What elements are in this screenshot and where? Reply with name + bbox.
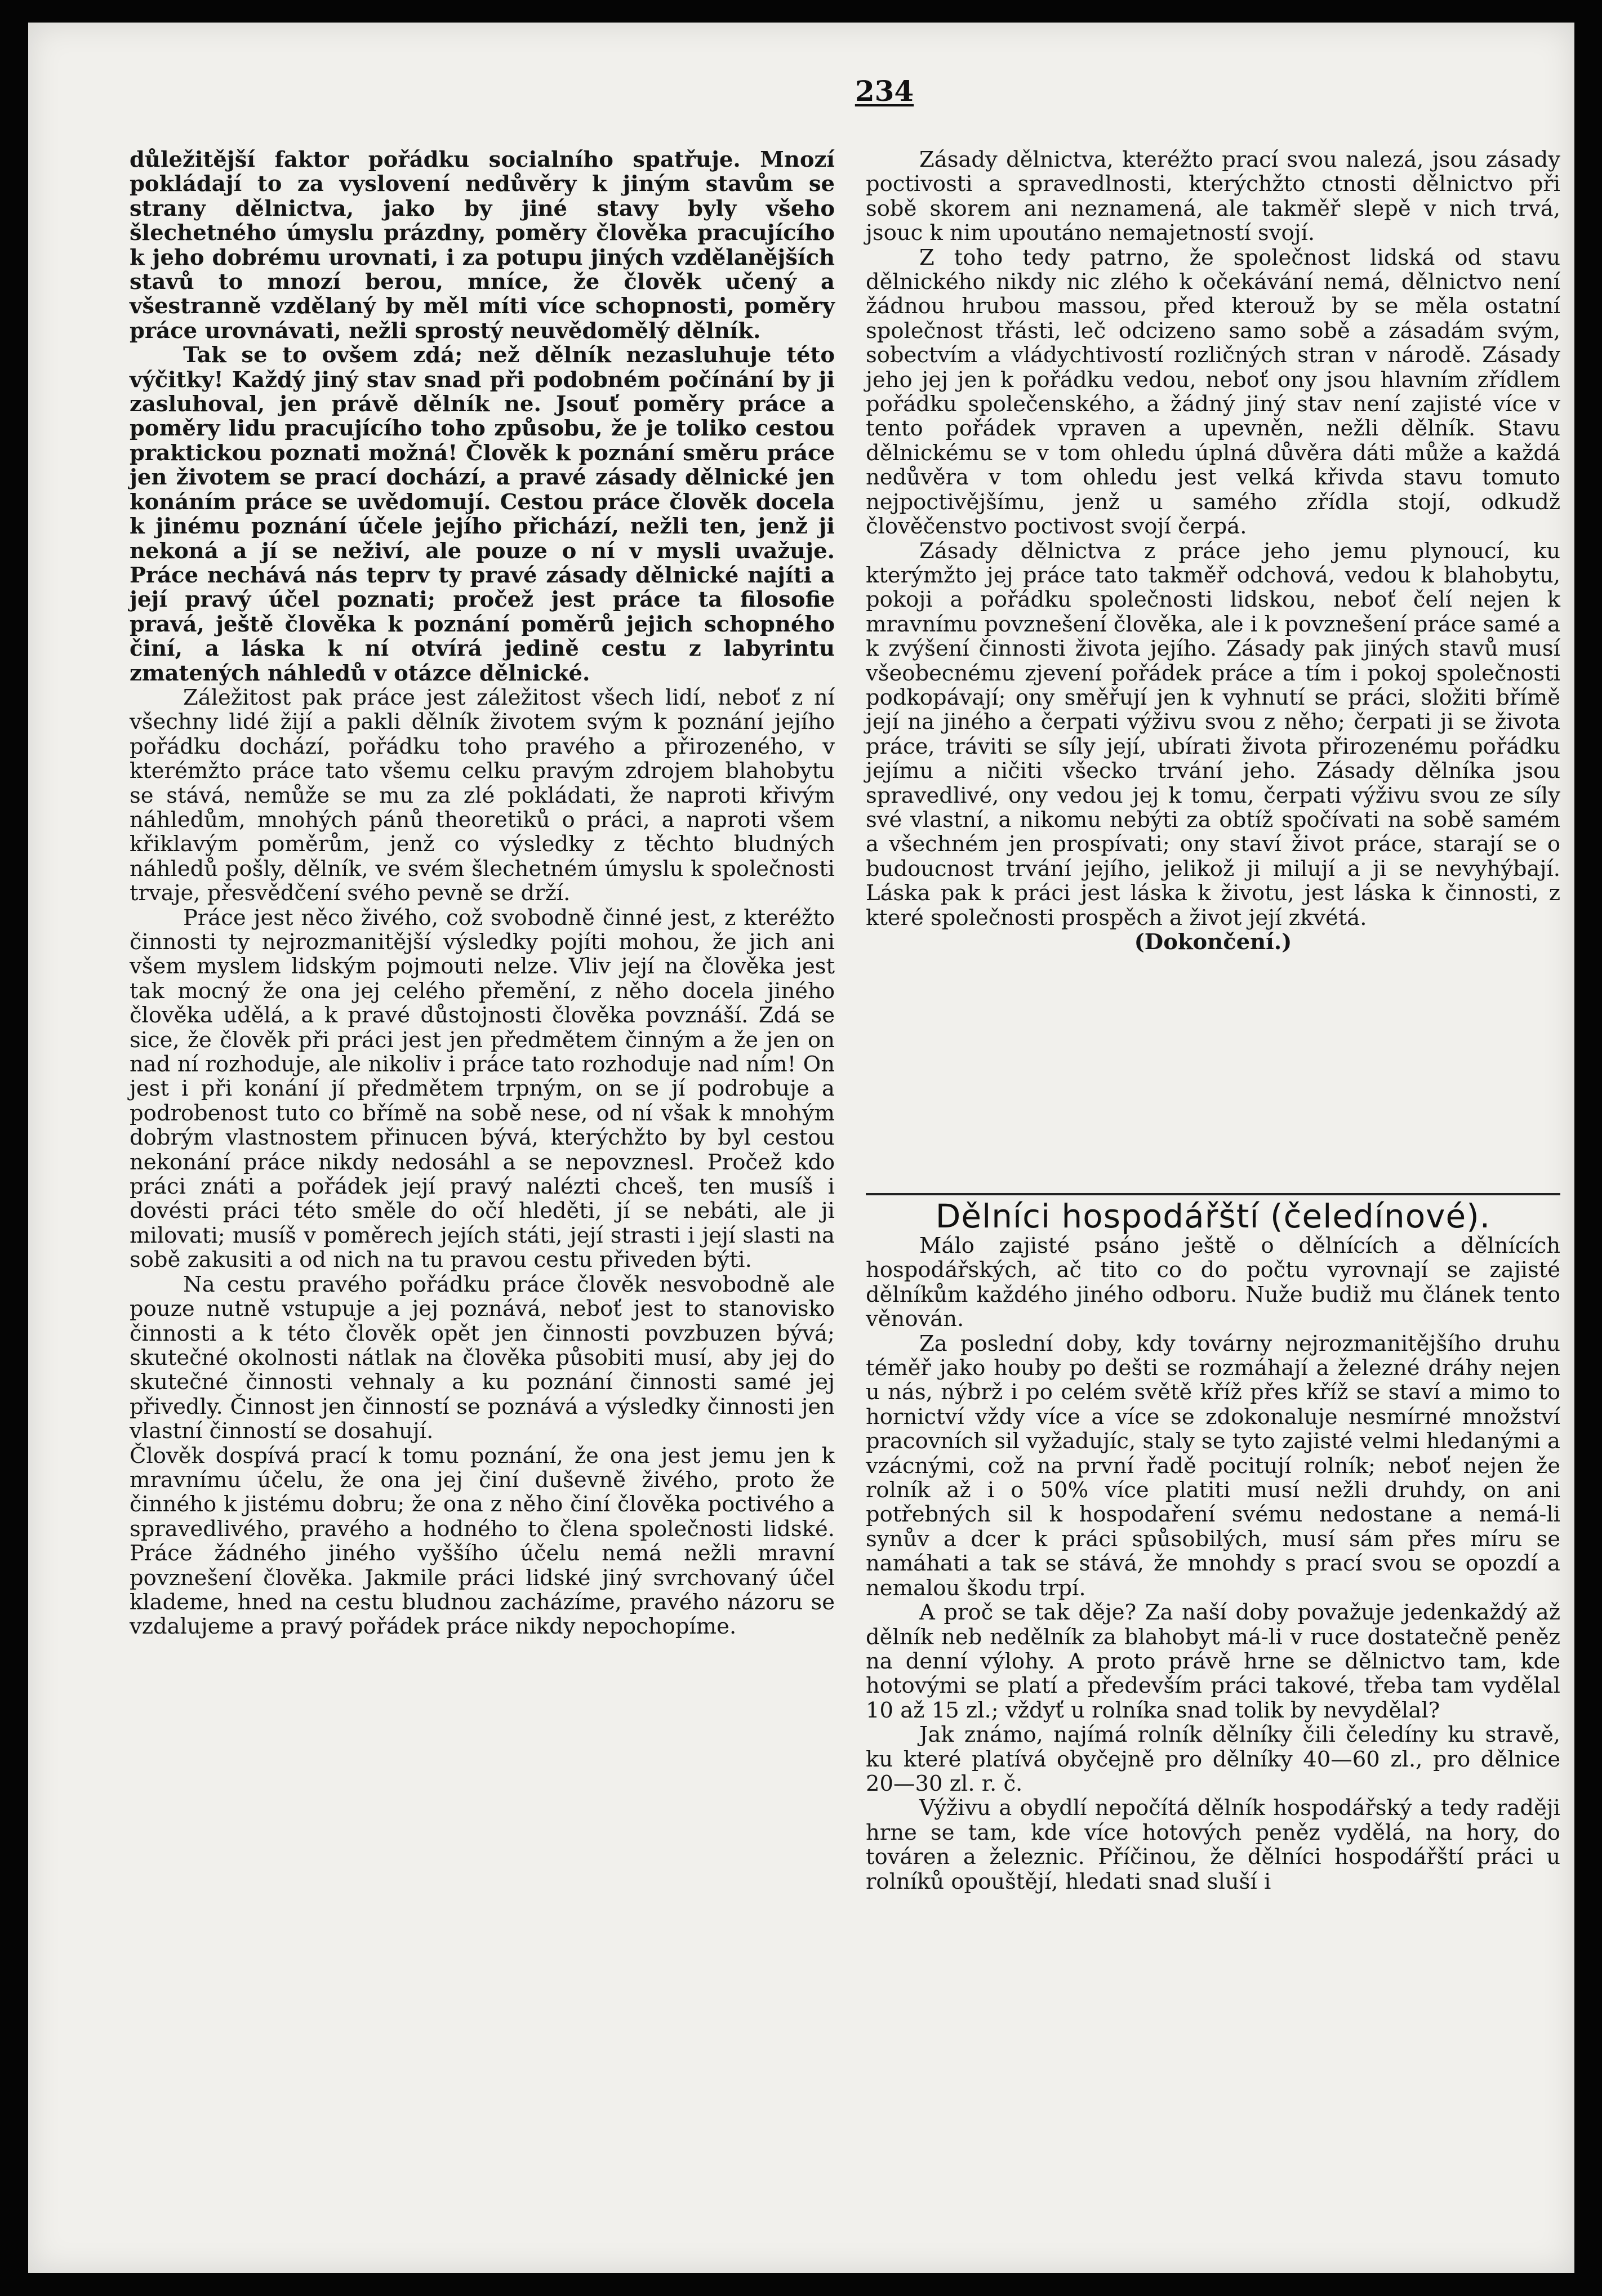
- paragraph: důležitější faktor pořádku socialního spatřuje. Mnozí pokládají to za vyslovení nedůvěry k jiným stavům se strany dělnictva, jako by jiné stavy byly všeho šlechetného úmyslu prázdny, poměry člověka pracujícího k jeho dobrému urovnati, i za potupu jiných vzdělanějších stavů to mnozí berou, mníce, že člověk učený a všestranně vzdělaný by měl míti více schopnosti, poměry práce urovnávati, nežli sprostý neuvědomělý dělník.: [130, 147, 835, 344]
- paragraph: Za poslední doby, kdy továrny nejrozmanitějšího druhu téměř jako houby po dešti se rozmáhají a železné dráhy nejen u nás, nýbrž i po celém světě kříž přes kříž se staví a mimo to hornictví vždy více a více se zdokonaluje nesmírné množství pracovních sil vyžadujíc, staly se tyto zajisté velmi hledanými a vzácnými, což na první řadě pocitují rolník; neboť nejen že rolník až i o 50% více platiti musí nežli druhdy, on ani potřebných sil k hospodaření svému nedostane a nemá-li synův a dcer k práci spůsobilých, musí sám přes míru se namáhati a tak se stává, že mnohdy s prací svou se opozdí a nemalou škodu trpí.: [866, 1331, 1560, 1601]
- paragraph: Zásady dělnictva z práce jeho jemu plynoucí, ku kterýmžto jej práce tato takměř odchová, vedou k blahobytu, pokoji a pořádku společnosti lidskou, neboť čelí nejen k mravnímu povznešení člověka, ale i k povznešení práce samé a k zvýšení činnosti života jejího. Zásady pak jiných stavů musí všeobecnému zjevení pořádek práce a tím i pokoj společnosti podkopávají; ony směřují jen k vyhnutí se práci, složiti břímě její na jiného a čerpati výživu svou z něho; čerpati ji se života práce, tráviti se síly její, ubírati života přirozenému pořádku jejímu a ničiti všecko trvání jeho. Zásady dělníka jsou spravedlivé, ony vedou jej k tomu, čerpati výživu svou ze síly své vlastní, a nikomu nebýti za obtíž spočívati na sobě samém a všechném jen prospívati; ony staví život práce, starají se o budoucnost trvání jejího, jelikož ji milují a ji se nevyhýbají. Láska pak k práci jest láska k životu, jest láska k činnosti, z které společnosti prospěch a život její zkvétá.: [866, 538, 1560, 931]
- paragraph: Tak se to ovšem zdá; než dělník nezasluhuje této výčitky! Každý jiný stav snad při podobném počínání by ji zasluhoval, jen právě dělník ne. Jsouť poměry práce a poměry lidu pracujícího toho způsobu, že je toliko cestou praktickou poznati možná! Člověk k poznání směru práce jen životem se prací dochází, a pravé zásady dělnické jen konáním práce se uvědomují. Cestou práce člověk docela k jinému poznání účele jejího přichází, nežli ten, jenž ji nekoná a jí se neživí, ale pouze o ní v mysli uvažuje. Práce nechává nás teprv ty pravé zásady dělnické najíti a její pravý účel poznati; pročež jest práce ta filosofie pravá, ještě člověka k poznání poměrů jejich schopného činí, a láska k ní otvírá jedině cestu z labyrintu zmatených náhledů v otázce dělnické.: [130, 342, 835, 686]
- paragraph: Zásady dělnictva, kteréžto prací svou nalezá, jsou zásady poctivosti a spravedlnosti, kterýchžto ctnosti dělnictvo při sobě skorem ani neznamená, ale takměř slepě v nich trvá, jsouc k nim upoutáno nemajetností svojí.: [866, 147, 1560, 246]
- paragraph: Práce jest něco živého, což svobodně činné jest, z kteréžto činnosti ty nejrozmanitější výsledky pojíti mohou, že jich ani všem myslem lidským pojmouti nelze. Vliv její na člověka jest tak mocný že ona jej celého přemění, z něho docela jiného člověka udělá, a k pravé důstojnosti člověka povznáší. Zdá se sice, že člověk při práci jest jen předmětem činným a že jen on nad ní rozhoduje, ale nikoliv i práce tato rozhoduje nad ním! On jest i při konání jí předmětem trpným, on se jí podrobuje a podrobenost tuto co břímě na sobě nese, od ní však k mnohým dobrým vlastnostem přinucen bývá, kterýchžto by byl cestou nekonání práce nikdy nedosáhl a se nepovznesl. Pročež kdo práci znáti a pořádek její pravý nalézti chceš, ten musíš i dovésti práci této směle do očí hleděti, jí se nebáti, ale ji milovati; musíš v poměrech jejích státi, její strasti i její slasti na sobě zakusiti a od nich na tu pravou cestu přiveden býti.: [130, 905, 835, 1273]
- conclusion-note: (Dokončení.): [1134, 929, 1292, 955]
- paragraph: Málo zajisté psáno ještě o dělnících a dělnících hospodářských, ač tito co do počtu vyrovnají se zajisté dělníkům každého jiného odboru. Nuže budiž mu článek tento věnován.: [866, 1233, 1560, 1332]
- paragraph: Člověk dospívá prací k tomu poznání, že ona jest jemu jen k mravnímu účelu, že ona jej činí duševně živého, proto že činného k jistému dobru; že ona z něho činí člověka poctivého a spravedlivého, pravého a hodného to člena společnosti lidské. Práce žádného jiného vyššího účelu nemá nežli mravní povznešení člověka. Jakmile práci lidské jiný svrchovaný účel klademe, hned na cestu bludnou zacházíme, pravého názoru se vzdalujeme a pravý pořádek práce nikdy nepochopíme.: [130, 1443, 835, 1640]
- paragraph: Z toho tedy patrno, že společnost lidská od stavu dělnického nikdy nic zlého k očekávání nemá, dělnictvo není žádnou hrubou massou, před kterouž by se měla ostatní společnost třásti, leč odcizeno samo sobě a zásadám svým, sobectvím a vládychtivostí rozličných stran v národě. Zásady jeho jej jen k pořádku vedou, neboť ony jsou hlavním zřídlem pořádku společenského, a žádný jiný stav není zajisté více v tento pořádek vpraven a upevněn, nežli dělník. Stavu dělnickému se v tom ohledu úplná důvěra dáti může a každá nedůvěra v tom ohledu jest velká křivda stavu tomuto nejpoctivějšímu, jenž u samého zřídla stojí, odkudž člověčenstvo poctivost svojí čerpá.: [866, 244, 1560, 540]
- paragraph: Na cestu pravého pořádku práce člověk nesvobodně ale pouze nutně vstupuje a jej poznává, neboť jest to stanovisko činnosti a k této člověk opět jen činnosti povzbuzen bývá; skutečné okolnosti nátlak na člověka působiti musí, aby jej do skutečné činnosti vehnaly a ku poznání činnosti samé jej přivedly. Činnost jen činností se poznává a výsledky činnosti jen vlastní činností se dosahují.: [130, 1271, 835, 1444]
- paragraph: Výživu a obydlí nepočítá dělník hospodářský a tedy raději hrne se tam, kde více hotových peněz vydělá, na hory, do továren a železnic. Příčinou, že dělníci hospodářští práci u rolníků opouštějí, hledati snad sluší i: [866, 1795, 1560, 1894]
- paragraph: Jak známo, najímá rolník dělníky čili čeledíny ku stravě, ku které platívá obyčejně pro dělníky 40—60 zl., pro dělnice 20—30 zl. r. č.: [866, 1722, 1560, 1796]
- left-column: [130, 148, 835, 1639]
- paragraph: Záležitost pak práce jest záležitost všech lidí, neboť z ní všechny lidé žijí a pakli dělník životem svým k poznání jejího pořádku dochází, pořádku toho pravého a přirozeného, v kterémžto práce tato všemu celku pravým zdrojem blahobytu se stává, nemůže se mu za zlé pokládati, že naproti křivým náhledům, mnohých pánů theoretiků o práci, a naproti všem křiklavým poměrům, jenž co výsledky z těchto bludných náhledů pošly, dělník, ve svém šlechetném úmyslu k společnosti trvaje, přesvědčení svého pevně se drží.: [130, 684, 835, 906]
- paragraph: A proč se tak děje? Za naší doby považuje jedenkaždý až dělník neb nedělník za blahobyt má-li v ruce dostatečně peněz na denní výlohy. A proto právě hrne se dělnictvo tam, kde hotovými se platí a především práci takové, třeba tam vydělal 10 až 15 zl.; vždyť u rolníka snad tolik by nevydělal?: [866, 1600, 1560, 1723]
- right-column: [866, 148, 1560, 954]
- section-title: Dělníci hospodářští (čeledínové).: [935, 1197, 1491, 1235]
- page-number: 234: [855, 74, 914, 108]
- section-body: [866, 1234, 1560, 1894]
